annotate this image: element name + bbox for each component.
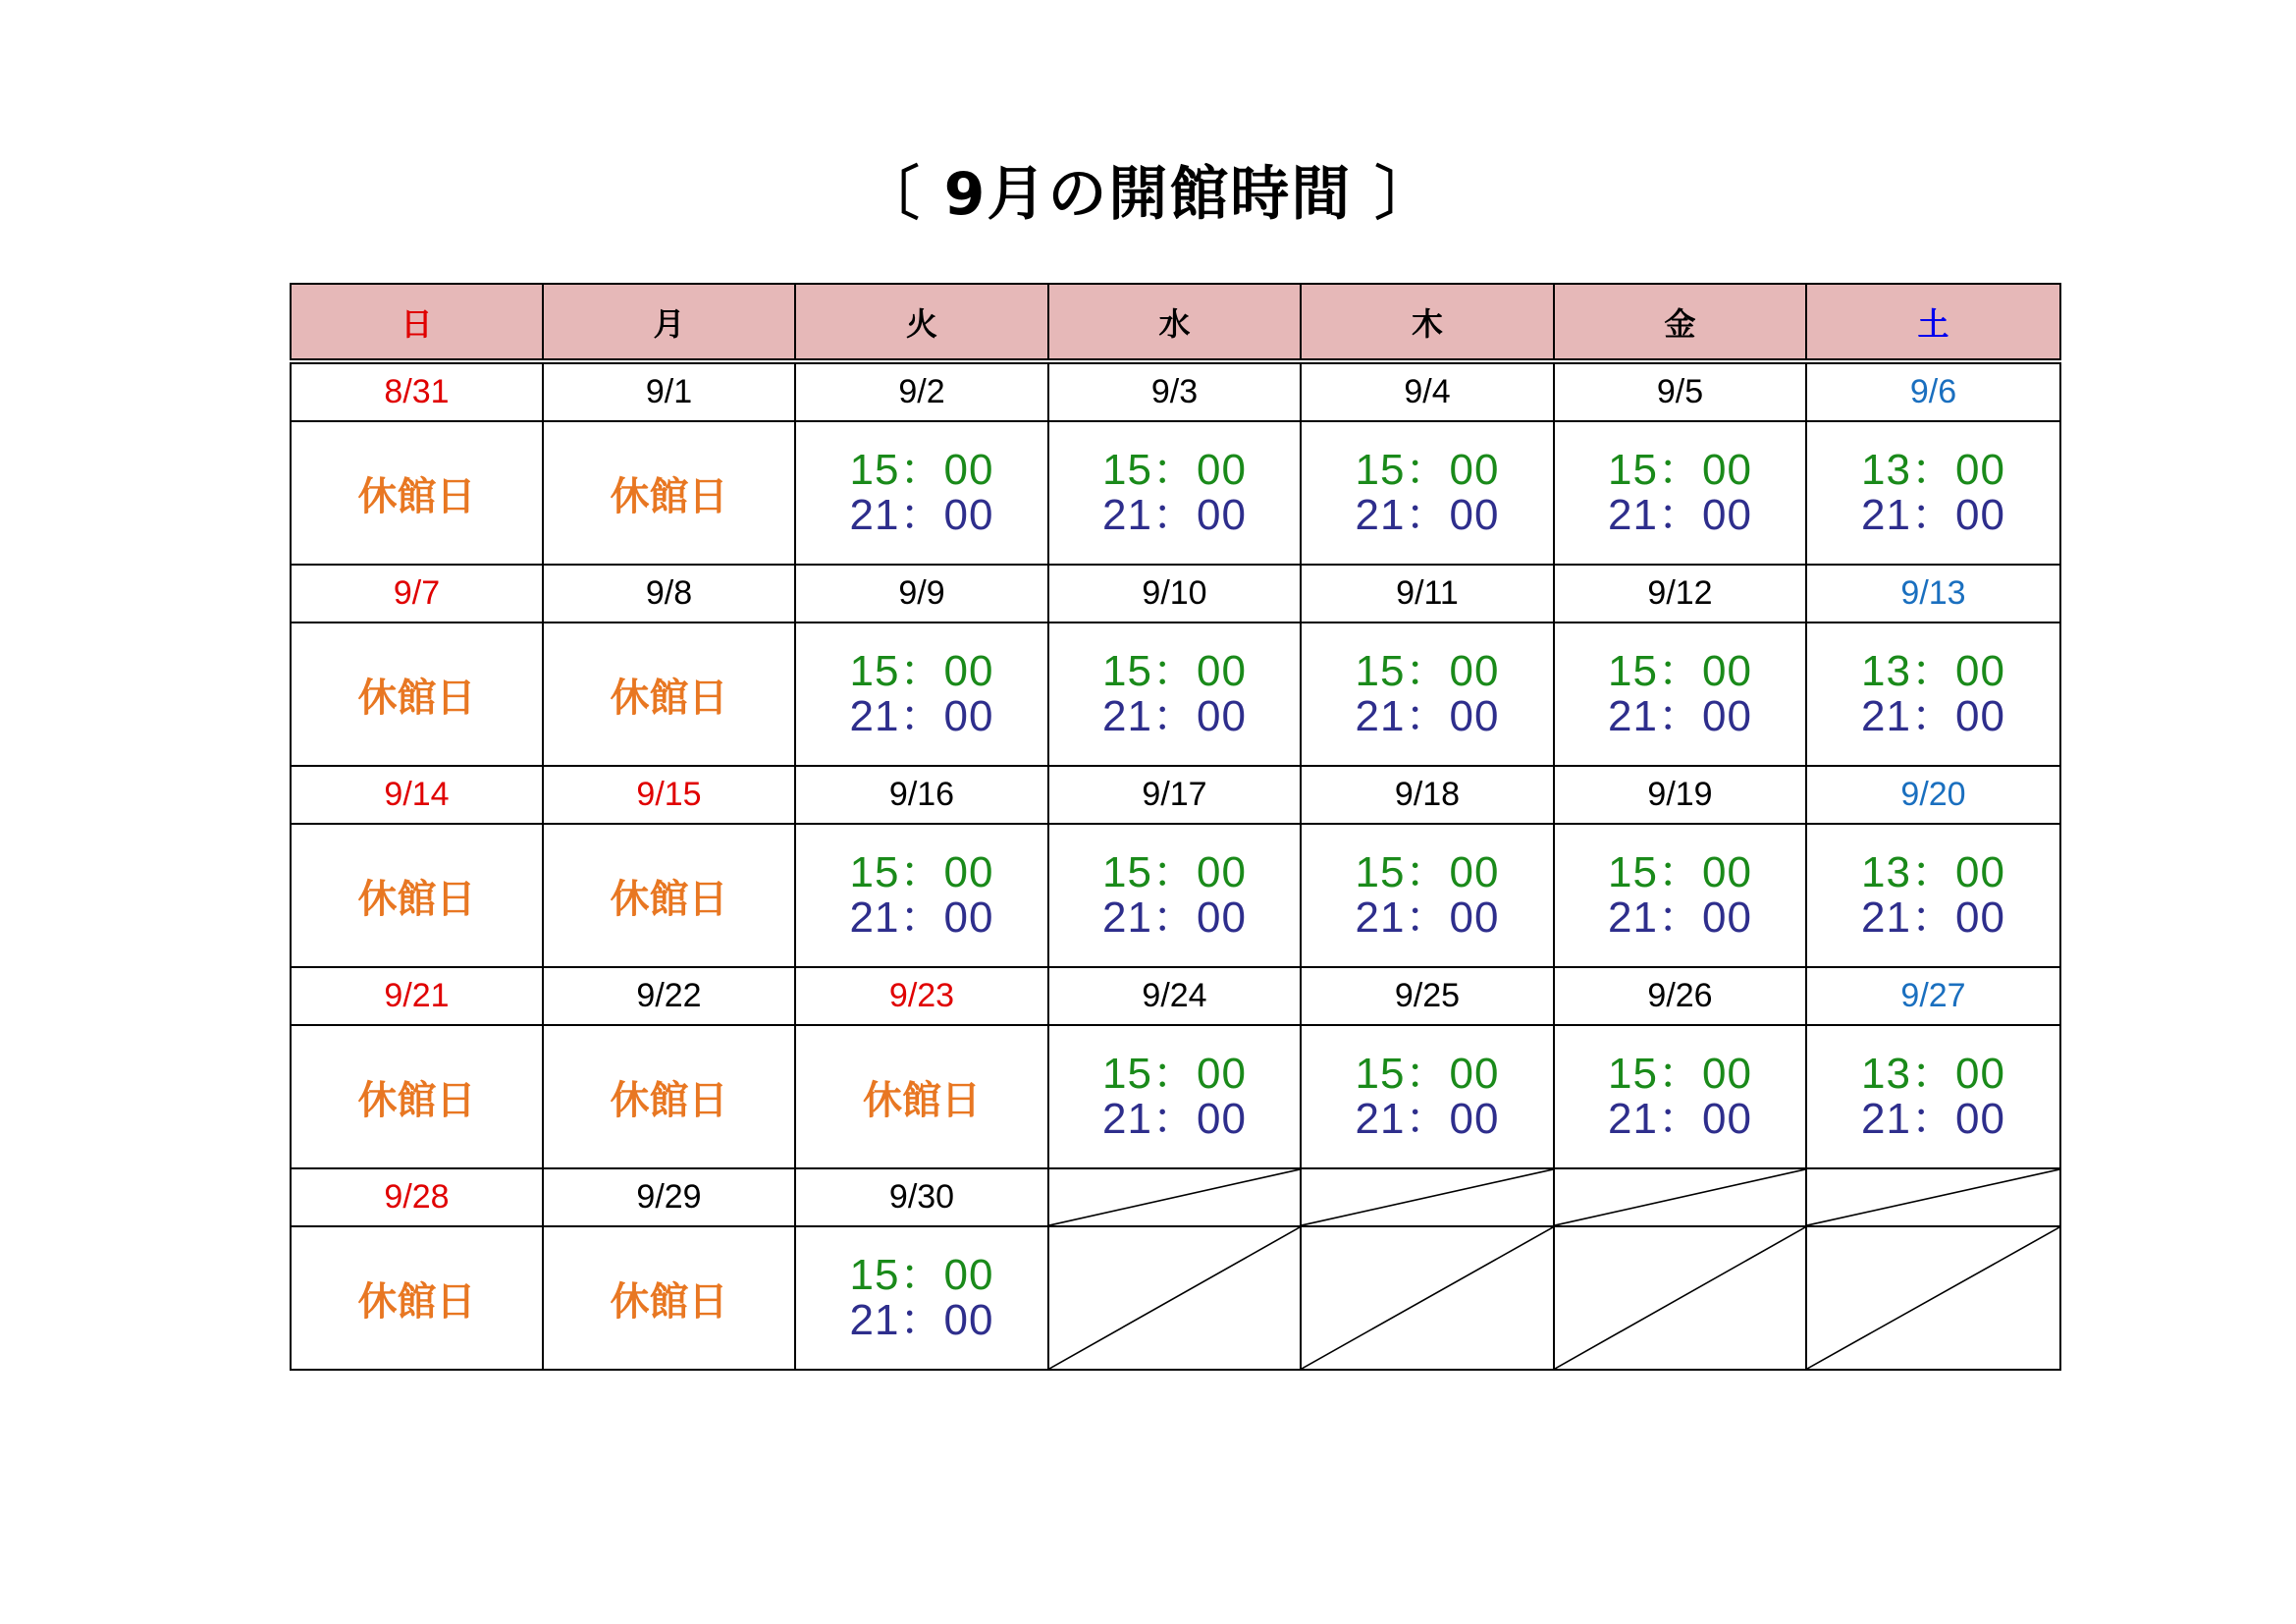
date-cell: 9/27: [1806, 967, 2060, 1025]
opening-time: 15：00: [1102, 1050, 1247, 1098]
weekday-monday: 月: [543, 284, 795, 361]
date-cell: 9/25: [1301, 967, 1554, 1025]
opening-time: 13：00: [1861, 848, 2005, 896]
opening-time: 15：00: [1355, 848, 1500, 896]
date-cell: 9/3: [1048, 361, 1301, 421]
date-cell: 9/21: [291, 967, 543, 1025]
date-cell: 9/14: [291, 766, 543, 824]
closing-time: 21：00: [1608, 893, 1752, 942]
hours-cell: [1554, 824, 1806, 967]
closing-time: 21：00: [1861, 692, 2005, 740]
date-cell: 9/23: [795, 967, 1048, 1025]
weekday-header-row: [291, 284, 2060, 361]
closed-cell: [291, 824, 543, 967]
hours-cell: [1048, 1025, 1301, 1168]
diagonal-strike-icon: [1807, 1169, 2059, 1225]
date-cell: 9/29: [543, 1168, 795, 1226]
closed-label: 休館日: [357, 675, 476, 721]
hours-row: [291, 1226, 2060, 1370]
closing-time: 21：00: [1102, 893, 1247, 942]
diagonal-strike-icon: [1555, 1169, 1805, 1225]
hours-cell: [1554, 1025, 1806, 1168]
opening-time: 15：00: [849, 647, 994, 695]
closed-label: 休館日: [357, 876, 476, 922]
closed-label: 休館日: [357, 473, 476, 519]
empty-date-cell: [1301, 1168, 1554, 1226]
hours-cell: [795, 623, 1048, 766]
diagonal-strike-icon: [1555, 1227, 1805, 1369]
closed-cell: [291, 1025, 543, 1168]
closed-cell: [543, 824, 795, 967]
date-cell: 9/6: [1806, 361, 2060, 421]
hours-cell: [1301, 623, 1554, 766]
closed-label: 休館日: [610, 1077, 728, 1123]
opening-time: 15：00: [1102, 446, 1247, 494]
hours-cell: [1048, 623, 1301, 766]
date-cell: 9/13: [1806, 565, 2060, 623]
empty-hours-cell: [1048, 1226, 1301, 1370]
date-cell: 9/15: [543, 766, 795, 824]
closed-label: 休館日: [357, 1278, 476, 1325]
diagonal-strike-icon: [1302, 1227, 1553, 1369]
date-cell: 9/17: [1048, 766, 1301, 824]
opening-time: 13：00: [1861, 647, 2005, 695]
opening-time: 15：00: [849, 848, 994, 896]
opening-time: 13：00: [1861, 1050, 2005, 1098]
diagonal-strike-icon: [1807, 1227, 2059, 1369]
date-cell: 9/16: [795, 766, 1048, 824]
date-cell: 9/8: [543, 565, 795, 623]
hours-cell: [1554, 623, 1806, 766]
empty-date-cell: [1554, 1168, 1806, 1226]
opening-time: 15：00: [1608, 446, 1752, 494]
closed-cell: [543, 1226, 795, 1370]
date-cell: 9/1: [543, 361, 795, 421]
weekday-wednesday: 水: [1048, 284, 1301, 361]
closing-time: 21：00: [849, 692, 994, 740]
closing-time: 21：00: [1608, 1095, 1752, 1143]
opening-time: 15：00: [849, 446, 994, 494]
closed-label: 休館日: [610, 675, 728, 721]
date-cell: 9/12: [1554, 565, 1806, 623]
date-cell: 9/28: [291, 1168, 543, 1226]
hours-row: [291, 421, 2060, 565]
closed-cell: [543, 1025, 795, 1168]
date-cell: 9/20: [1806, 766, 2060, 824]
date-row: [291, 1168, 2060, 1226]
opening-time: 15：00: [1608, 1050, 1752, 1098]
date-row: [291, 967, 2060, 1025]
opening-time: 15：00: [1102, 848, 1247, 896]
closing-time: 21：00: [1608, 692, 1752, 740]
weekday-thursday: 木: [1301, 284, 1554, 361]
closed-label: 休館日: [610, 473, 728, 519]
hours-cell: [795, 421, 1048, 565]
opening-time: 15：00: [1608, 848, 1752, 896]
hours-cell: [1806, 421, 2060, 565]
hours-cell: [1806, 1025, 2060, 1168]
opening-time: 15：00: [1355, 1050, 1500, 1098]
date-cell: 9/2: [795, 361, 1048, 421]
hours-cell: [1301, 824, 1554, 967]
date-cell: 9/19: [1554, 766, 1806, 824]
closing-time: 21：00: [849, 491, 994, 539]
closing-time: 21：00: [1102, 1095, 1247, 1143]
closing-time: 21：00: [1861, 1095, 2005, 1143]
date-cell: 9/24: [1048, 967, 1301, 1025]
hours-calendar-table: [290, 283, 2061, 1371]
closed-cell: [291, 623, 543, 766]
closing-time: 21：00: [1355, 692, 1500, 740]
closing-time: 21：00: [1102, 491, 1247, 539]
closing-time: 21：00: [1102, 692, 1247, 740]
closed-cell: [291, 421, 543, 565]
closed-label: 休館日: [610, 876, 728, 922]
hours-cell: [1301, 1025, 1554, 1168]
date-cell: 9/30: [795, 1168, 1048, 1226]
date-cell: 9/7: [291, 565, 543, 623]
date-row: [291, 361, 2060, 421]
opening-time: 15：00: [1102, 647, 1247, 695]
empty-date-cell: [1048, 1168, 1301, 1226]
date-cell: 9/26: [1554, 967, 1806, 1025]
closing-time: 21：00: [1861, 491, 2005, 539]
empty-hours-cell: [1554, 1226, 1806, 1370]
page-title: 〔 9月の開館時間 〕: [860, 160, 1436, 229]
date-row: [291, 766, 2060, 824]
date-cell: 9/5: [1554, 361, 1806, 421]
diagonal-strike-icon: [1302, 1169, 1553, 1225]
closing-time: 21：00: [849, 1296, 994, 1344]
date-cell: 9/22: [543, 967, 795, 1025]
empty-date-cell: [1806, 1168, 2060, 1226]
empty-hours-cell: [1806, 1226, 2060, 1370]
closed-cell: [795, 1025, 1048, 1168]
closed-cell: [291, 1226, 543, 1370]
date-row: [291, 565, 2060, 623]
weekday-sunday: 日: [291, 284, 543, 361]
weekday-friday: 金: [1554, 284, 1806, 361]
opening-time: 15：00: [849, 1251, 994, 1299]
date-cell: 9/9: [795, 565, 1048, 623]
hours-cell: [1301, 421, 1554, 565]
closed-label: 休館日: [610, 1278, 728, 1325]
diagonal-strike-icon: [1049, 1169, 1300, 1225]
opening-time: 13：00: [1861, 446, 2005, 494]
weekday-tuesday: 火: [795, 284, 1048, 361]
empty-hours-cell: [1301, 1226, 1554, 1370]
opening-time: 15：00: [1608, 647, 1752, 695]
closing-time: 21：00: [1355, 1095, 1500, 1143]
hours-cell: [1048, 824, 1301, 967]
hours-cell: [1048, 421, 1301, 565]
diagonal-strike-icon: [1049, 1227, 1300, 1369]
date-cell: 9/11: [1301, 565, 1554, 623]
closing-time: 21：00: [1355, 491, 1500, 539]
hours-cell: [1806, 623, 2060, 766]
date-cell: 8/31: [291, 361, 543, 421]
closed-label: 休館日: [863, 1077, 981, 1123]
closed-cell: [543, 623, 795, 766]
hours-cell: [795, 1226, 1048, 1370]
opening-time: 15：00: [1355, 446, 1500, 494]
hours-row: [291, 824, 2060, 967]
closed-label: 休館日: [357, 1077, 476, 1123]
closing-time: 21：00: [849, 893, 994, 942]
closed-cell: [543, 421, 795, 565]
date-cell: 9/18: [1301, 766, 1554, 824]
closing-time: 21：00: [1355, 893, 1500, 942]
date-cell: 9/4: [1301, 361, 1554, 421]
hours-cell: [1806, 824, 2060, 967]
closing-time: 21：00: [1861, 893, 2005, 942]
hours-cell: [1554, 421, 1806, 565]
hours-cell: [795, 824, 1048, 967]
hours-row: [291, 1025, 2060, 1168]
hours-row: [291, 623, 2060, 766]
weekday-saturday: 土: [1806, 284, 2060, 361]
date-cell: 9/10: [1048, 565, 1301, 623]
closing-time: 21：00: [1608, 491, 1752, 539]
opening-time: 15：00: [1355, 647, 1500, 695]
